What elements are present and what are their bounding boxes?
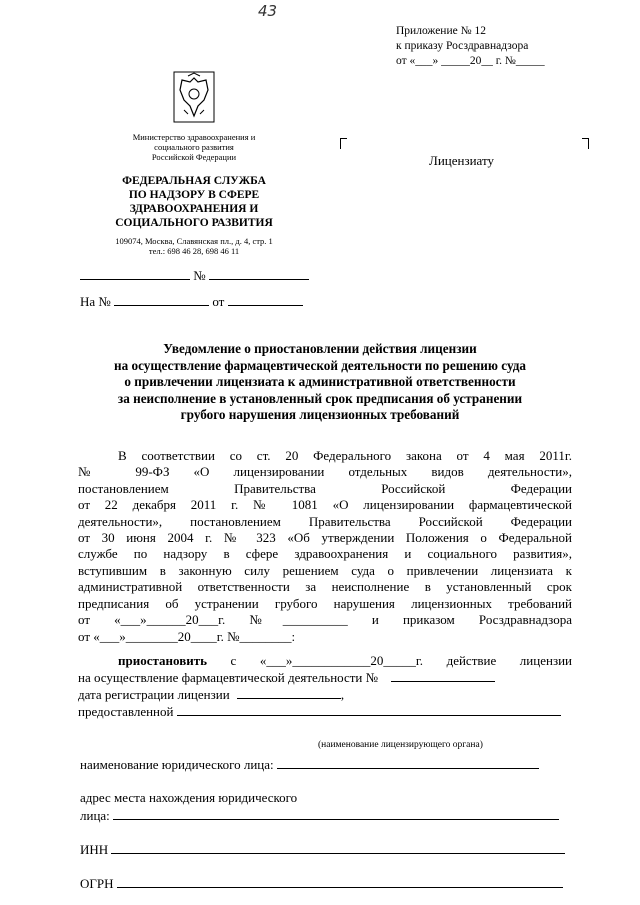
- reply-to-number-blank[interactable]: [114, 305, 209, 306]
- registration-date-row: дата регистрации лицензии ,: [78, 687, 345, 702]
- ministry-line-2: социального развития: [154, 142, 234, 152]
- address-label-line-2: лица:: [80, 808, 110, 823]
- body-line-11: от «___»______20___г. №__________ и приказом Росздравнадзора: [78, 612, 572, 627]
- body-line-5: деятельности», постановлением Правительства Российской Федерации: [78, 514, 572, 529]
- license-number-blank[interactable]: [391, 681, 495, 682]
- body-line-4: от 22 декабря 2011 г. № 1081 «О лицензировании фармацевтической: [78, 497, 572, 512]
- document-title: [40, 341, 600, 424]
- issued-by-label: предоставленной: [78, 704, 174, 719]
- appendix-line-3: от «___» _____20__ г. №_____: [396, 55, 545, 67]
- reply-to-row: [80, 294, 320, 310]
- recipient-bracket-right: [582, 138, 589, 149]
- title-line-3: о привлечении лицензиата к административной ответственности: [124, 374, 516, 389]
- legal-name-blank[interactable]: [277, 768, 539, 769]
- organ-caption: (наименование лицензирующего органа): [318, 740, 483, 750]
- reply-to-date-label: от: [212, 294, 225, 309]
- suspend-verb: приостановить: [118, 653, 207, 668]
- inn-row: [80, 842, 574, 858]
- title-line-4: за неисполнение в установленный срок предписания об устранении: [117, 390, 523, 406]
- appendix-block: [396, 24, 545, 69]
- inn-label: ИНН: [80, 842, 109, 857]
- ogrn-blank[interactable]: [117, 887, 563, 888]
- issued-by-row: [78, 704, 572, 720]
- handwritten-page-number: 43: [258, 2, 278, 20]
- suspend-line: [118, 653, 572, 669]
- ministry-name: [114, 132, 274, 162]
- ministry-line-3: Российской Федерации: [151, 152, 237, 162]
- outgoing-number-label: №: [193, 268, 206, 283]
- recipient-bracket-left: [340, 138, 347, 149]
- registration-date-label: дата регистрации лицензии: [78, 687, 230, 702]
- issued-by-blank[interactable]: [177, 715, 561, 716]
- suspend-rest: с «___»____________20_____г. действие лицензии: [206, 653, 572, 668]
- address-label-line-1: адрес места нахождения юридического: [80, 790, 298, 805]
- title-line-2: на осуществление фармацевтической деятельности по решению суда: [114, 357, 526, 373]
- coat-of-arms-emblem: [172, 70, 216, 124]
- reply-to-number-label: На №: [80, 294, 111, 309]
- service-line-3: ЗДРАВООХРАНЕНИЯ И: [129, 203, 259, 215]
- legal-address-blank[interactable]: [113, 819, 559, 820]
- recipient: Лицензиату: [429, 153, 494, 168]
- outgoing-number-blank[interactable]: [80, 279, 190, 280]
- address-line-1: 109074, Москва, Славянская пл., д. 4, стр. 1: [115, 236, 273, 246]
- ogrn-label: ОГРН: [80, 876, 114, 891]
- reply-to-date-blank[interactable]: [228, 305, 303, 306]
- body-line-7: службе по надзору в сфере здравоохранения и социального развития»,: [78, 546, 572, 561]
- body-line-3: постановлением Правительства Российской Федерации: [78, 481, 572, 496]
- service-line-4: СОЦИАЛЬНОГО РАЗВИТИЯ: [115, 217, 273, 229]
- body-line-12: от «___»________20____г. №________:: [78, 629, 296, 644]
- inn-blank[interactable]: [111, 853, 565, 854]
- body-line-10: предписания об устранении грубого нарушения лицензионных требований: [78, 596, 572, 611]
- legal-address-row: [80, 808, 574, 824]
- body-line-9: административной ответственности за неисполнение в установленный срок: [78, 579, 572, 594]
- license-number-label: на осуществление фармацевтической деятельности №: [78, 670, 379, 685]
- ministry-line-1: Министерство здравоохранения и: [132, 132, 256, 142]
- ogrn-row: [80, 876, 574, 892]
- appendix-line-1: Приложение № 12: [396, 25, 486, 37]
- service-line-1: ФЕДЕРАЛЬНАЯ СЛУЖБА: [122, 175, 266, 187]
- registration-date-blank[interactable]: [237, 698, 341, 699]
- outgoing-number-row: [80, 268, 320, 284]
- license-number-row: [78, 670, 572, 686]
- service-line-2: ПО НАДЗОРУ В СФЕРЕ: [128, 189, 260, 201]
- service-address: [84, 236, 304, 256]
- legal-name-label: наименование юридического лица:: [80, 757, 274, 772]
- title-line-1: Уведомление о приостановлении действия лицензии: [163, 341, 477, 356]
- body-line-8: вступившим в законную силу решением суда о привлечении лицензиата к: [78, 563, 572, 578]
- body-line-1: В соответствии со ст. 20 Федерального закона от 4 мая 2011г.: [118, 448, 572, 463]
- appendix-line-2: к приказу Росздравнадзора: [396, 40, 529, 52]
- body-line-2: № 99-ФЗ «О лицензировании отдельных видов деятельности»,: [78, 464, 572, 479]
- service-name: [94, 174, 294, 230]
- address-phone: тел.: 698 46 28, 698 46 11: [148, 246, 240, 256]
- title-line-5: грубого нарушения лицензионных требований: [180, 407, 460, 422]
- outgoing-date-blank[interactable]: [209, 279, 309, 280]
- body-line-6: от 30 июня 2004 г. № 323 «Об утверждении Положения о Федеральной: [78, 530, 572, 545]
- legal-name-row: [80, 757, 574, 773]
